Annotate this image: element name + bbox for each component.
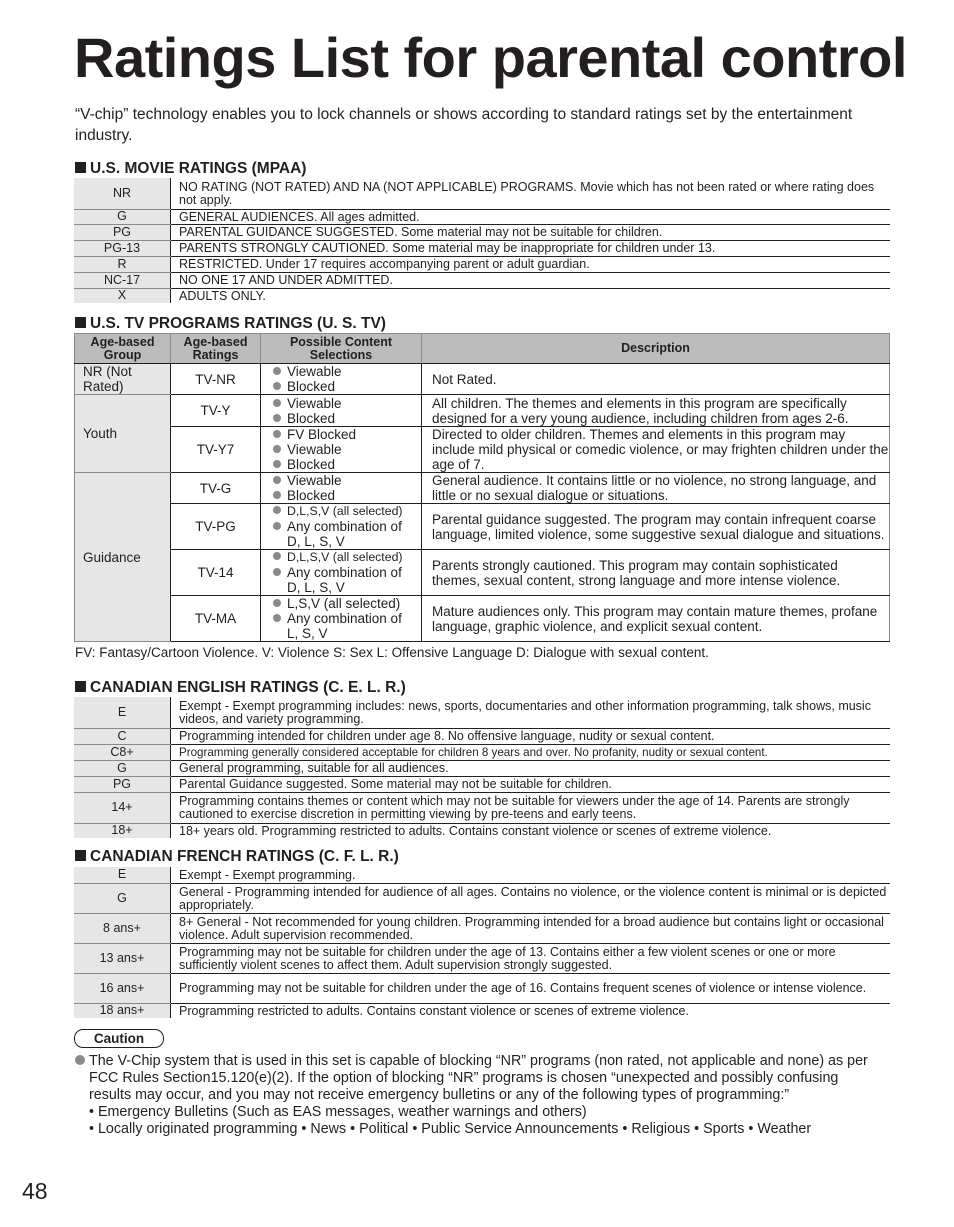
table-row [74, 823, 890, 838]
bullet-icon [273, 399, 281, 407]
content-selections-cell [261, 550, 422, 596]
rating-code: 14+ [74, 792, 171, 823]
rating-description: 8+ General - Not recommended for young children. Programming intended for a broad audience but contains light or occasional violence. Adult supervision recommended. [171, 913, 891, 943]
rating-code: NC-17 [74, 272, 171, 288]
cflr-ratings-table [74, 867, 890, 1018]
rating-description: Programming may not be suitable for children under the age of 13. Contains either a few violent scenes or one or more sufficiently violent scenes to affect them. Adult supervision strongly suggested. [171, 943, 891, 973]
rating-description: Exempt - Exempt programming includes: news, sports, documentaries and other information programming, talk shows, music videos, and variety programming. [171, 697, 891, 728]
table-row [74, 760, 890, 776]
bullet-icon [273, 367, 281, 375]
option-item: L, S, V [287, 626, 328, 641]
table-row [74, 288, 890, 303]
age-group-cell: Youth [75, 395, 171, 473]
table-row [74, 272, 890, 288]
rating-description: Not Rated. [422, 364, 890, 395]
table-row [75, 364, 890, 395]
rating-code: PG [74, 224, 171, 240]
table-row [75, 504, 890, 550]
bullet-icon [273, 599, 281, 607]
rating-description: All children. The themes and elements in this program are specifically designed for a very young audience, including children from ages 2-6. [422, 395, 890, 427]
table-row [74, 744, 890, 760]
rating-description: General - Programming intended for audience of all ages. Contains no violence, or the violence content is minimal or is depicted appropriately. [171, 883, 891, 913]
content-selections-cell [261, 395, 422, 427]
bullet-icon [75, 1055, 85, 1065]
bullet-icon [273, 476, 281, 484]
rating-code: X [74, 288, 171, 303]
rating-cell: TV-NR [171, 364, 261, 395]
option-item: Blocked [273, 488, 421, 503]
caution-bullet: • Emergency Bulletins (Such as EAS messages, weather warnings and others) [89, 1104, 587, 1120]
caution-bullet: • Locally originated programming • News • Political • Public Service Announcements • Religious • Sports • Weather [89, 1121, 812, 1137]
rating-code: C [74, 728, 171, 744]
bullet-icon [273, 522, 281, 530]
rating-cell: TV-MA [171, 596, 261, 642]
bullet-icon [273, 568, 281, 576]
age-group-cell: NR (Not Rated) [75, 364, 171, 395]
rating-cell: TV-14 [171, 550, 261, 596]
content-selections-cell [261, 596, 422, 642]
column-header: Age-based Group [75, 334, 171, 364]
rating-code: 8 ans+ [74, 913, 171, 943]
option-item: D,L,S,V (all selected) [273, 504, 421, 519]
bullet-icon [273, 382, 281, 390]
option-item: Any combination of [273, 565, 421, 580]
rating-description: RESTRICTED. Under 17 requires accompanying parent or adult guardian. [171, 256, 891, 272]
option-item: Blocked [273, 457, 421, 472]
table-row [75, 473, 890, 504]
rating-description: Programming contains themes or content which may not be suitable for viewers under the age of 14. Parents are strongly cautioned to exercise discretion in permitting viewing by pre-teens and early teens. [171, 792, 891, 823]
rating-description: Parental Guidance suggested. Some material may not be suitable for children. [171, 776, 891, 792]
column-header: Age-based Ratings [171, 334, 261, 364]
rating-description: General audience. It contains little or no violence, no strong language, and little or no sexual dialogue or situations. [422, 473, 890, 504]
rating-description: Parental guidance suggested. The program may contain infrequent coarse language, limited violence, some suggestive sexual dialogue and situations. [422, 504, 890, 550]
square-bullet-icon [75, 681, 86, 692]
rating-code: G [74, 209, 171, 224]
bullet-icon [273, 506, 281, 514]
celr-heading: CANADIAN ENGLISH RATINGS (C. E. L. R.) [75, 679, 406, 697]
option-item: Viewable [273, 396, 421, 411]
bullet-icon [273, 552, 281, 560]
table-row [74, 224, 890, 240]
ustv-heading: U.S. TV PROGRAMS RATINGS (U. S. TV) [75, 315, 386, 333]
rating-description: NO ONE 17 AND UNDER ADMITTED. [171, 272, 891, 288]
table-row [74, 1003, 890, 1018]
table-row [74, 792, 890, 823]
rating-description: Programming generally considered acceptable for children 8 years and over. No profanity, nudity or sexual content. [171, 744, 891, 760]
rating-cell: TV-G [171, 473, 261, 504]
rating-code: NR [74, 178, 171, 209]
legend-note: FV: Fantasy/Cartoon Violence. V: Violence S: Sex L: Offensive Language D: Dialogue with sexual content. [75, 645, 709, 660]
table-row [74, 256, 890, 272]
option-item: D, L, S, V [287, 580, 345, 595]
age-group-cell: Guidance [75, 473, 171, 642]
option-item: Blocked [273, 411, 421, 426]
content-selections-cell [261, 427, 422, 473]
ustv-ratings-table [74, 333, 890, 642]
page-title: Ratings List for parental control [74, 26, 907, 89]
bullet-icon [273, 614, 281, 622]
rating-description: 18+ years old. Programming restricted to adults. Contains constant violence or scenes of extreme violence. [171, 823, 891, 838]
table-row [75, 550, 890, 596]
rating-code: PG-13 [74, 240, 171, 256]
content-selections-cell [261, 504, 422, 550]
rating-description: Programming may not be suitable for children under the age of 16. Contains frequent scenes of violence or intense violence. [171, 973, 891, 1003]
table-row [74, 943, 890, 973]
rating-cell: TV-Y7 [171, 427, 261, 473]
caution-label: Caution [74, 1029, 164, 1048]
rating-description: Programming intended for children under age 8. No offensive language, nudity or sexual content. [171, 728, 891, 744]
table-row [74, 913, 890, 943]
option-item: Viewable [273, 364, 421, 379]
rating-description: Exempt - Exempt programming. [171, 867, 891, 883]
table-row [75, 427, 890, 473]
option-item: Viewable [273, 473, 421, 488]
table-row [74, 697, 890, 728]
table-header-row [75, 334, 890, 364]
table-row [74, 973, 890, 1003]
rating-code: E [74, 867, 171, 883]
option-item: Any combination of [273, 519, 421, 534]
rating-description: Parents strongly cautioned. This program may contain sophisticated themes, sexual content, strong language and more intense violence. [422, 550, 890, 596]
table-row [74, 728, 890, 744]
rating-description: Mature audiences only. This program may contain mature themes, profane language, graphic violence, and explicit sexual content. [422, 596, 890, 642]
rating-cell: TV-Y [171, 395, 261, 427]
rating-code: E [74, 697, 171, 728]
table-row [74, 178, 890, 209]
rating-description: NO RATING (NOT RATED) AND NA (NOT APPLICABLE) PROGRAMS. Movie which has not been rated or where rating does not apply. [171, 178, 891, 209]
rating-code: PG [74, 776, 171, 792]
option-item: L,S,V (all selected) [273, 596, 421, 611]
intro-paragraph: “V-chip” technology enables you to lock channels or shows according to standard ratings set by the entertainment industry. [75, 106, 853, 144]
rating-cell: TV-PG [171, 504, 261, 550]
bullet-icon [273, 491, 281, 499]
table-row [74, 776, 890, 792]
rating-code: 13 ans+ [74, 943, 171, 973]
rating-description: PARENTS STRONGLY CAUTIONED. Some material may be inappropriate for children under 13. [171, 240, 891, 256]
content-selections-cell [261, 364, 422, 395]
rating-code: 16 ans+ [74, 973, 171, 1003]
rating-description: ADULTS ONLY. [171, 288, 891, 303]
table-row [74, 883, 890, 913]
square-bullet-icon [75, 317, 86, 328]
option-item: D,L,S,V (all selected) [273, 550, 421, 565]
rating-code: 18+ [74, 823, 171, 838]
rating-code: G [74, 760, 171, 776]
option-item: Viewable [273, 442, 421, 457]
option-item: Any combination of [273, 611, 421, 626]
bullet-icon [273, 414, 281, 422]
content-selections-cell [261, 473, 422, 504]
rating-description: GENERAL AUDIENCES. All ages admitted. [171, 209, 891, 224]
rating-code: 18 ans+ [74, 1003, 171, 1018]
bullet-icon [273, 430, 281, 438]
rating-description: Programming restricted to adults. Contains constant violence or scenes of extreme violence. [171, 1003, 891, 1018]
table-row [74, 209, 890, 224]
option-item: FV Blocked [273, 427, 421, 442]
table-row [75, 395, 890, 427]
mpaa-heading: U.S. MOVIE RATINGS (MPAA) [75, 160, 306, 178]
rating-description: Directed to older children. Themes and elements in this program may include mild physical or comedic violence, or may frighten children under the age of 7. [422, 427, 890, 473]
rating-description: PARENTAL GUIDANCE SUGGESTED. Some material may not be suitable for children. [171, 224, 891, 240]
rating-code: R [74, 256, 171, 272]
page-number: 48 [22, 1178, 48, 1204]
cflr-heading: CANADIAN FRENCH RATINGS (C. F. L. R.) [75, 848, 399, 866]
rating-code: G [74, 883, 171, 913]
bullet-icon [273, 460, 281, 468]
mpaa-ratings-table [74, 178, 890, 303]
table-row [74, 240, 890, 256]
rating-description: General programming, suitable for all audiences. [171, 760, 891, 776]
bullet-icon [273, 445, 281, 453]
caution-body [75, 1053, 875, 1138]
caution-paragraph: The V-Chip system that is used in this set is capable of blocking “NR” programs (non rated, not applicable and none) as per FCC Rules Section15.120(e)(2). If the option of blocking “NR” programs is chosen “unexpected and possibly confusing results may occur, and you may not receive emergency bulletins or any of the following types of programming:” [75, 1053, 875, 1104]
table-row [74, 867, 890, 883]
column-header: Possible Content Selections [261, 334, 422, 364]
option-item: Blocked [273, 379, 421, 394]
table-row [75, 596, 890, 642]
rating-code: C8+ [74, 744, 171, 760]
celr-ratings-table [74, 697, 890, 838]
square-bullet-icon [75, 850, 86, 861]
square-bullet-icon [75, 162, 86, 173]
option-item: D, L, S, V [287, 534, 345, 549]
column-header: Description [422, 334, 890, 364]
